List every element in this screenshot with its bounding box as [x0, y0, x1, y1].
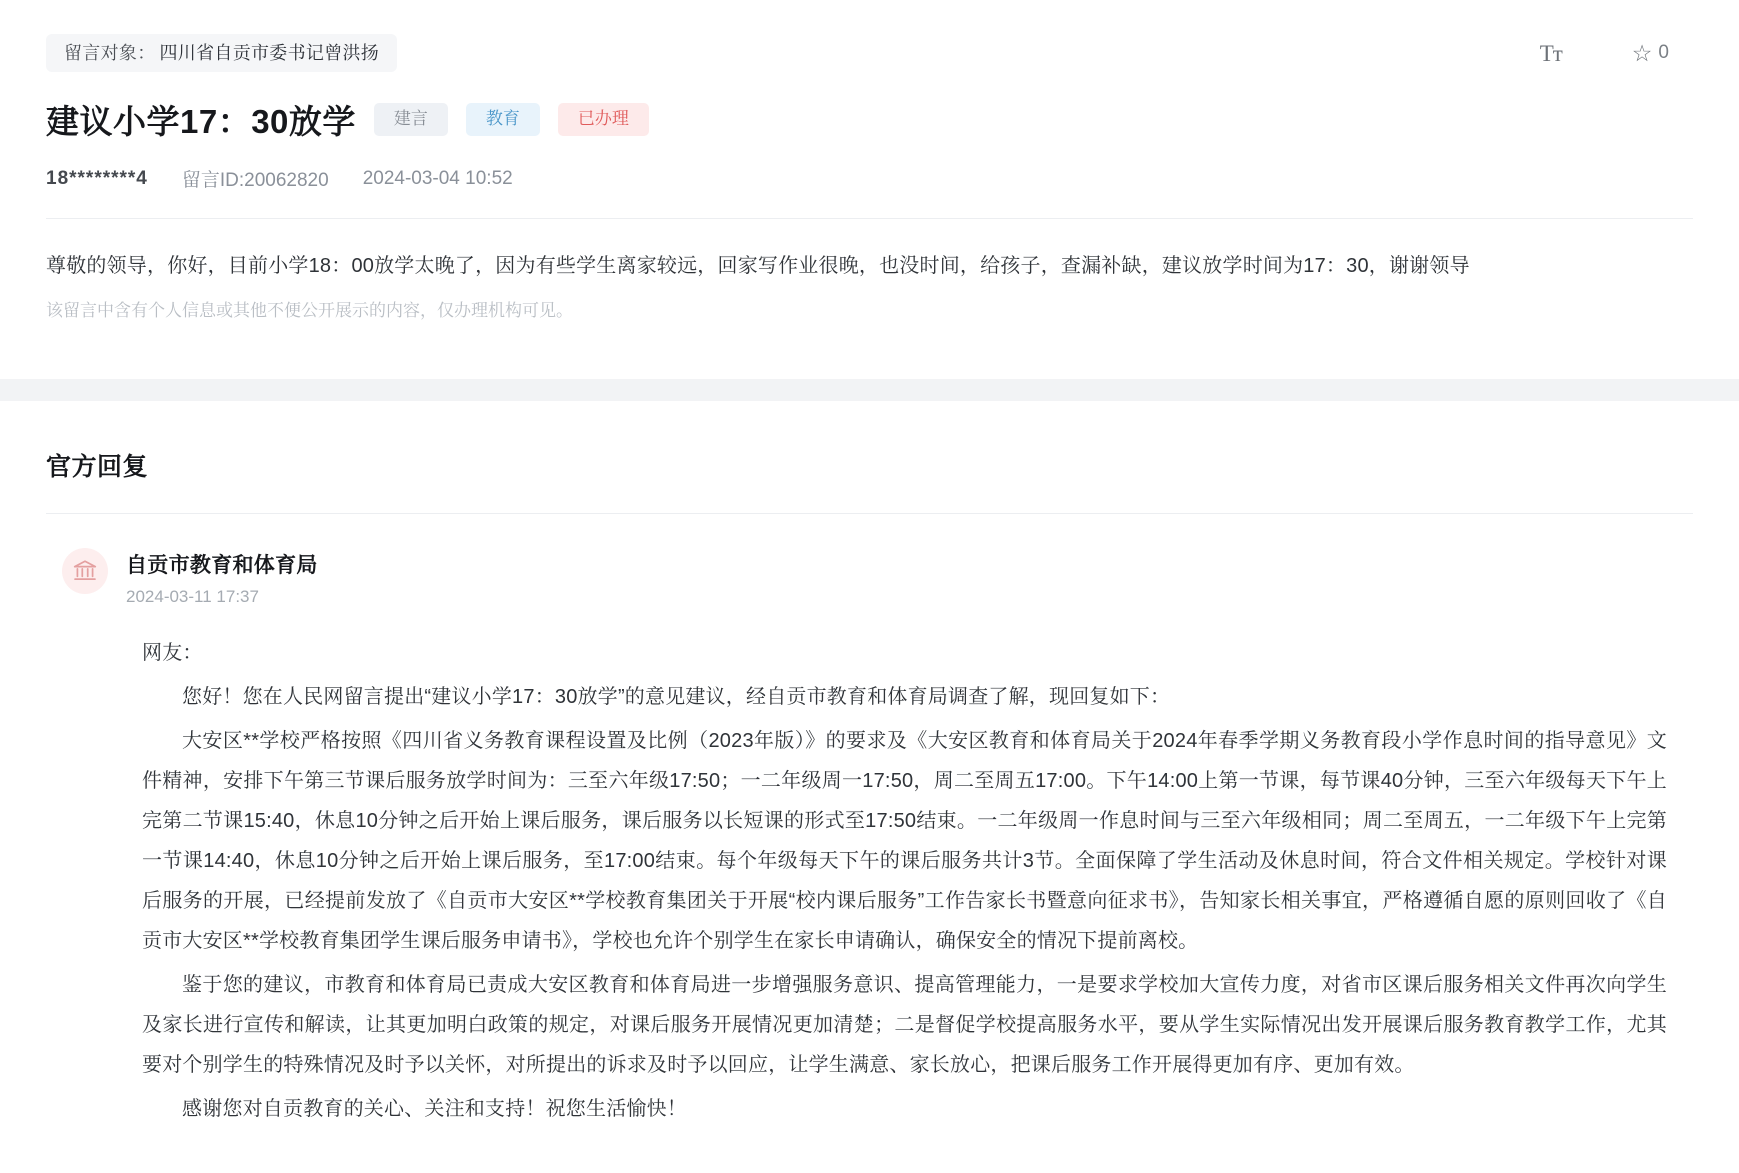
font-size-icon: Tᴛ — [1539, 40, 1562, 66]
top-row — [46, 34, 1693, 72]
government-building-icon — [72, 558, 98, 584]
status-badge: 已办理 — [558, 103, 649, 135]
message-target-value: 四川省自贡市委书记曾洪扬 — [159, 43, 380, 63]
reply-paragraph-2: 大安区**学校严格按照《四川省义务教育课程设置及比例（2023年版）》的要求及《大安区教育和体育局关于2024年春季学期义务教育段小学作息时间的指导意见》文件精神，安排下午第三节课后服务放学时间为：三至六年级17:50；一二年级周一17:50，周二至周五17:00。下午14:00上第一节课，每节课40分钟，三至六年级每天下午上完第二节课15:40，休息10分钟之后开始上课后服务，课后服务以长短课的形式至17:50结束。一二年级周一作息时间与三至六年级相同；周二至周五，一二年级下午上完第一节课14:40，休息10分钟之后开始上课后服务，至17:00结束。每个年级每天下午的课后服务共计3节。全面保障了学生活动及休息时间，符合文件相关规定。学校针对课后服务的开展，已经提前发放了《自贡市大安区**学校教育集团关于开展“校内课后服务”工作告家长书暨意向征求书》，告知家长相关事宜，严格遵循自愿的原则回收了《自贡市大安区**学校教育集团学生课后服务申请书》，学校也允许个别学生在家长申请确认，确保安全的情况下提前离校。 — [142, 730, 1667, 953]
reply-timestamp: 2024-03-11 17:37 — [126, 587, 259, 607]
favorite-count: 0 — [1658, 42, 1669, 63]
message-card-header — [46, 0, 1693, 379]
message-id: 留言ID:20062820 — [181, 170, 329, 191]
tag-education[interactable]: 教育 — [466, 103, 540, 135]
reply-paragraph-greeting: 网友： — [142, 642, 203, 665]
message-datetime: 2024-03-04 10:52 — [362, 167, 513, 189]
message-author: 18********4 — [46, 167, 148, 189]
favorite-button[interactable] — [1631, 39, 1669, 66]
reply-paragraph-3: 鉴于您的建议，市教育和体育局已责成大安区教育和体育局进一步增强服务意识、提高管理能力，一是要求学校加大宣传力度，对省市区课后服务相关文件再次向学生及家长进行宣传和解读，让其更加明白政策的规定，对课后服务开展情况更加清楚；二是督促学校提高服务水平，要从学生实际情况出发开展课后服务教育教学工作，尤其要对个别学生的特殊情况及时予以关怀，对所提出的诉求及时予以回应，让学生满意、家长放心，把课后服务工作开展得更加有序、更加有效。 — [142, 974, 1667, 1077]
top-tools — [1539, 39, 1693, 66]
reply-section-title: 官方回复 — [46, 453, 149, 482]
message-content: 尊敬的领导，你好，目前小学18：00放学太晚了，因为有些学生离家较远，回家写作业很晚，也没时间，给孩子，查漏补缺，建议放学时间为17：30，谢谢领导 — [46, 255, 1470, 277]
message-target-label: 留言对象： — [64, 43, 156, 63]
reply-paragraph-1: 您好！您在人民网留言提出“建议小学17：30放学”的意见建议，经自贡市教育和体育局调查了解，现回复如下： — [182, 686, 1171, 709]
reply-org-name: 自贡市教育和体育局 — [126, 554, 318, 578]
reply-body — [46, 633, 1693, 1129]
font-size-button[interactable] — [1540, 42, 1562, 65]
reply-org-row — [46, 548, 1693, 607]
title-row — [46, 96, 1693, 143]
avatar — [62, 548, 108, 594]
star-icon: ☆ — [1631, 39, 1653, 66]
section-gap — [0, 379, 1739, 401]
message-meta — [46, 165, 1693, 192]
tag-suggestion[interactable]: 建言 — [374, 103, 448, 135]
message-target[interactable] — [46, 34, 397, 72]
official-reply-card — [0, 401, 1739, 1173]
reply-paragraph-4: 感谢您对自贡教育的关心、关注和支持！祝您生活愉快！ — [182, 1098, 687, 1121]
reply-divider — [46, 513, 1693, 514]
message-card — [0, 0, 1739, 379]
privacy-note: 该留言中含有个人信息或其他不便公开展示的内容，仅办理机构可见。 — [46, 301, 573, 320]
page-title: 建议小学17：30放学 — [46, 103, 356, 140]
reply-org-info — [126, 548, 318, 607]
